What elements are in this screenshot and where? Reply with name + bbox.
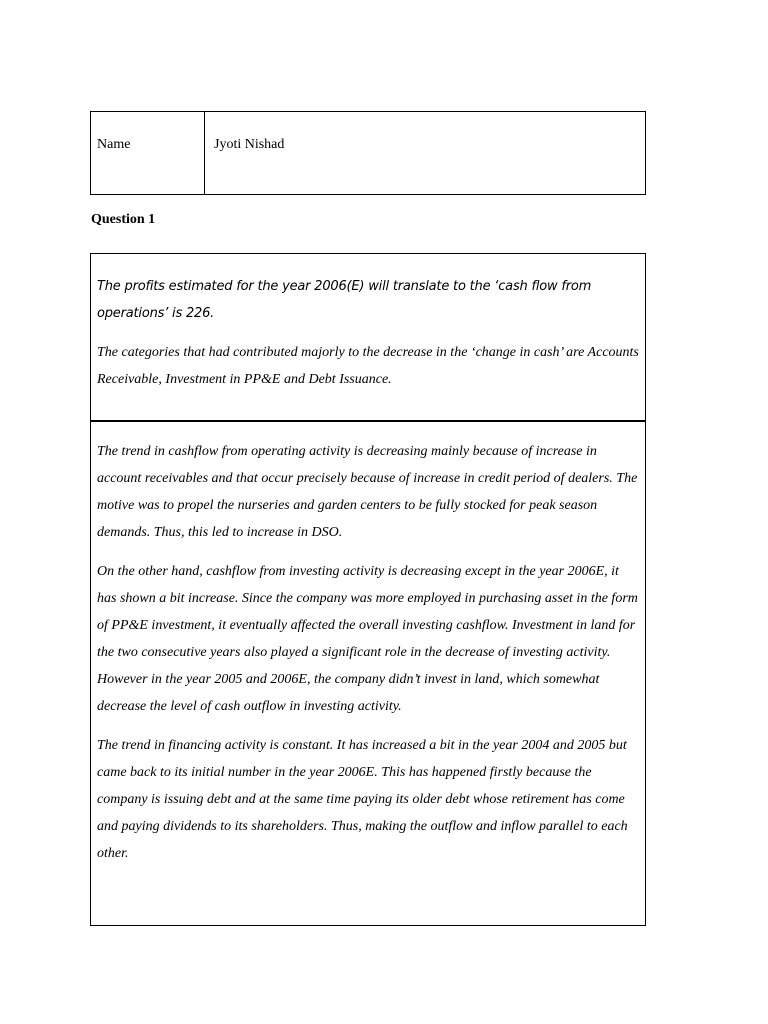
answer-cell-summary (91, 254, 645, 422)
answer-paragraph-financing: The trend in financing activity is constant. It has increased a bit in the year 2004 and 2005 but came back to its initial number in the year 2006E. This has happened firstly because the company is issuing debt and at the same time paying its older debt whose retirement has come and paying dividends to its shareholders. Thus, making the outflow and inflow parallel to each other. (97, 738, 628, 861)
answer-paragraph-categories: The categories that had contributed majorly to the decrease in the ‘change in cash’ are Accounts Receivable, Investment in PP&E and Debt Issuance. (97, 345, 639, 387)
name-label: Name (91, 112, 205, 194)
answer-table (90, 253, 646, 926)
question-heading: Question 1 (91, 212, 156, 227)
name-table (90, 111, 646, 195)
answer-paragraph-investing: On the other hand, cashflow from investing activity is decreasing except in the year 2006E, it has shown a bit increase. Since the company was more employed in purchasing asset in the form of PP&E investment, it eventually affected the overall investing cashflow. Investment in land for the two consecutive years also played a significant role in the decrease of investing activity. However in the year 2005 and 2006E, the company didn’t invest in land, which somewhat decrease the level of cash outflow in investing activity. (97, 564, 638, 714)
answer-cell-analysis (91, 422, 645, 867)
answer-paragraph-operating: The trend in cashflow from operating activity is decreasing mainly because of increase in account receivables and that occur precisely because of increase in credit period of dealers. The motive was to propel the nurseries and garden centers to be fully stocked for peak season demands. Thus, this led to increase in DSO. (97, 444, 638, 540)
name-value: Jyoti Nishad (214, 137, 285, 152)
answer-paragraph-cash-flow: The profits estimated for the year 2006(E) will translate to the ‘cash flow from operations’ is 226. (97, 279, 592, 321)
